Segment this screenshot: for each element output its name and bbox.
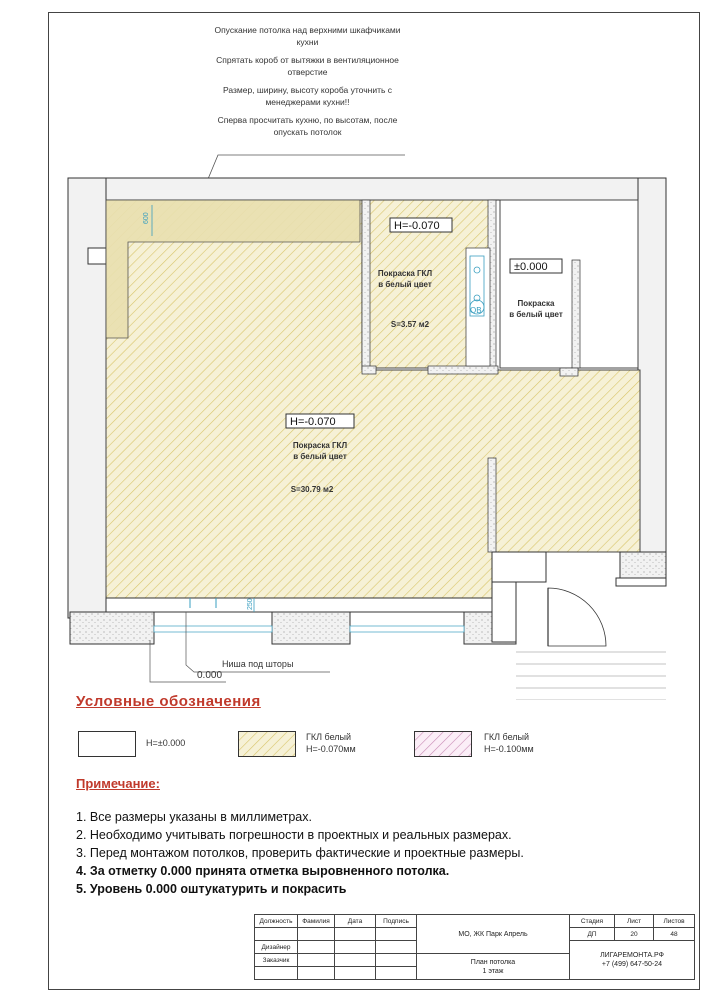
legend-label-1: Н=±0.000	[146, 738, 186, 748]
bath-paint-2: в белый цвет	[378, 280, 432, 289]
stamp-client: Заказчик	[255, 954, 298, 967]
legend-label-2a: ГКЛ белый	[306, 732, 352, 742]
stamp-designer: Дизайнер	[255, 941, 298, 954]
niche-label: Ниша под шторы	[222, 659, 294, 669]
bath-paint: Покраска ГКЛ	[377, 269, 433, 278]
remark-4: 4. За отметку 0.000 принята отметка выровненного потолка.	[76, 864, 450, 878]
remark-3: 3. Перед монтажом потолков, проверить фактические и проектные размеры.	[76, 846, 524, 860]
stairs	[516, 652, 666, 700]
main-area: S=30.79 м2	[290, 485, 334, 494]
zero-label: 0.000	[197, 670, 223, 681]
stamp-sheets: 48	[654, 928, 695, 941]
stamp-phone: +7 (499) 647-50-24	[601, 961, 663, 968]
remark-5: 5. Уровень 0.000 оштукатурить и покрасить	[76, 882, 347, 896]
main-level: Н=-0.070	[290, 416, 336, 428]
legend-swatch-pink	[414, 731, 472, 757]
note-2: Спрятать короб от вытяжки в вентиляционное отверстие	[216, 55, 399, 77]
right-level: ±0.000	[514, 261, 548, 273]
note-4: Сперва просчитать кухню, по высотам, после опускать потолок	[217, 115, 398, 137]
remark-1: 1. Все размеры указаны в миллиметрах.	[76, 810, 312, 824]
stamp-h-stage: Стадия	[570, 915, 615, 928]
stamp-h-sign: Подпись	[376, 915, 417, 928]
right-paint: Покраска	[517, 299, 555, 308]
dim-250: 250	[247, 598, 254, 610]
legend-label-2b: Н=-0.070мм	[306, 744, 356, 754]
stamp-stage: ДП	[570, 928, 615, 941]
note-1: Опускание потолка над верхними шкафчиками кухни	[214, 25, 401, 47]
bath-level: Н=-0.070	[394, 220, 440, 232]
dim-600: 600	[143, 212, 150, 224]
stamp-drawing-2: 1 этаж	[482, 967, 504, 975]
main-paint: Покраска ГКЛ	[292, 441, 348, 450]
stamp-h-name: Фамилия	[298, 915, 335, 928]
stamp-sheet: 20	[615, 928, 654, 941]
right-room	[500, 200, 638, 368]
ov-label: ОВ	[470, 306, 482, 315]
remark-2: 2. Необходимо учитывать погрешности в проектных и реальных размерах.	[76, 828, 512, 842]
legend-swatch-white	[78, 731, 136, 757]
legend-swatch-yellow	[238, 731, 296, 757]
main-paint-2: в белый цвет	[293, 452, 347, 461]
note-3: Размер, ширину, высоту короба уточнить с менеджерами кухни!!	[222, 85, 393, 107]
bath-area: S=3.57 м2	[390, 320, 430, 329]
stamp-h-sheets: Листов	[654, 915, 695, 928]
stamp-h-sheet: Лист	[615, 915, 654, 928]
stamp-drawing-1: План потолка	[470, 958, 516, 966]
stamp-company: ЛИГАРЕМОНТА.РФ	[600, 952, 664, 959]
legend-label-3b: Н=-0.100мм	[484, 744, 534, 754]
stamp-project: МО, ЖК Парк Апрель	[417, 915, 570, 954]
right-paint-2: в белый цвет	[509, 310, 563, 319]
stamp-h-role: Должность	[255, 915, 298, 928]
legend-title: Условные обозначения	[76, 693, 261, 710]
remarks-list	[76, 808, 524, 898]
remarks-title: Примечание:	[76, 776, 160, 791]
stamp-h-date: Дата	[335, 915, 376, 928]
legend-label-3a: ГКЛ белый	[484, 732, 530, 742]
title-block	[254, 914, 695, 980]
